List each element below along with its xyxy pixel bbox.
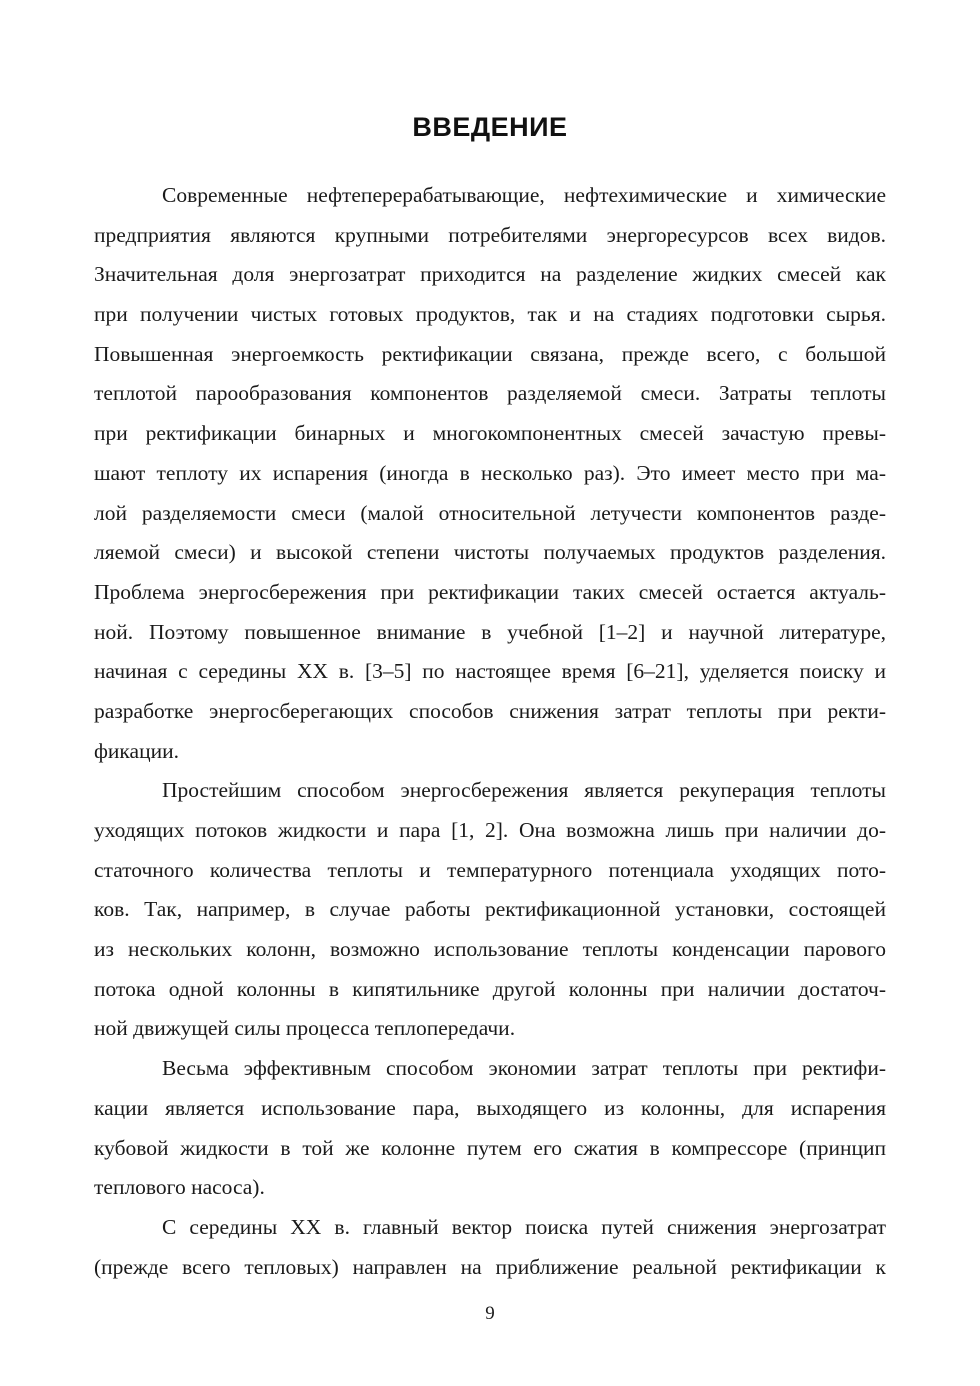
text-line: Простейшим способом энергосбережения является рекуперация теплоты: [162, 778, 886, 803]
text-line: теплового насоса).: [94, 1175, 265, 1200]
text-line: фикации.: [94, 738, 179, 763]
text-line: шают теплоту их испарения (иногда в несколько раз). Это имеет место при ма-: [94, 460, 886, 485]
page-title: ВВЕДЕНИЕ: [412, 112, 568, 142]
text-line: из нескольких колонн, возможно использование теплоты конденсации парового: [94, 937, 886, 962]
body-text: [94, 176, 886, 1287]
text-line: Весьма эффективным способом экономии затрат теплоты при ректифи-: [162, 1056, 886, 1081]
text-line: теплотой парообразования компонентов разделяемой смеси. Затраты теплоты: [94, 381, 886, 406]
text-line: предприятия являются крупными потребителями энергоресурсов всех видов.: [94, 222, 886, 247]
text-line: лой разделяемости смеси (малой относительной летучести компонентов разде-: [94, 500, 886, 525]
text-line: ной. Поэтому повышенное внимание в учебной [1–2] и научной литературе,: [94, 619, 886, 644]
text-line: Значительная доля энергозатрат приходится на разделение жидких смесей как: [94, 262, 886, 287]
text-line: С середины XX в. главный вектор поиска путей снижения энергозатрат: [162, 1214, 886, 1239]
text-line: при ректификации бинарных и многокомпонентных смесей зачастую превы-: [94, 421, 886, 446]
text-line: уходящих потоков жидкости и пара [1, 2]. Она возможна лишь при наличии до-: [94, 818, 886, 842]
paragraph-2: [94, 771, 886, 1049]
text-line: Современные нефтеперерабатывающие, нефтехимические и химические: [162, 183, 886, 207]
text-line: статочного количества теплоты и температурного потенциала уходящих пото-: [94, 857, 886, 882]
text-line: ной движущей силы процесса теплопередачи.: [94, 1016, 516, 1041]
paragraph-3: [94, 1049, 886, 1208]
text-line: кации является использование пара, выходящего из колонны, для испарения: [94, 1095, 886, 1120]
text-line: потока одной колонны в кипятильнике другой колонны при наличии достаточ-: [94, 976, 886, 1001]
text-line: кубовой жидкости в той же колонне путем его сжатия в компрессоре (принцип: [94, 1135, 886, 1160]
text-line: Повышенная энергоемкость ректификации связана, прежде всего, с большой: [94, 341, 886, 366]
paragraph-1: [94, 176, 886, 771]
text-line: ков. Так, например, в случае работы ректификационной установки, состоящей: [94, 897, 886, 922]
page-number: 9: [485, 1303, 495, 1324]
text-line: разработке энергосберегающих способов снижения затрат теплоты при ректи-: [94, 698, 886, 723]
paragraph-4: [94, 1208, 886, 1287]
text-line: Проблема энергосбережения при ректификации таких смесей остается актуаль-: [94, 579, 886, 604]
text-line: (прежде всего тепловых) направлен на приближение реальной ректификации к: [94, 1254, 886, 1279]
text-line: при получении чистых готовых продуктов, так и на стадиях подготовки сырья.: [94, 302, 886, 327]
text-line: начиная с середины XX в. [3–5] по настоящее время [6–21], уделяется поиску и: [94, 659, 886, 684]
text-line: ляемой смеси) и высокой степени чистоты получаемых продуктов разделения.: [94, 540, 886, 565]
